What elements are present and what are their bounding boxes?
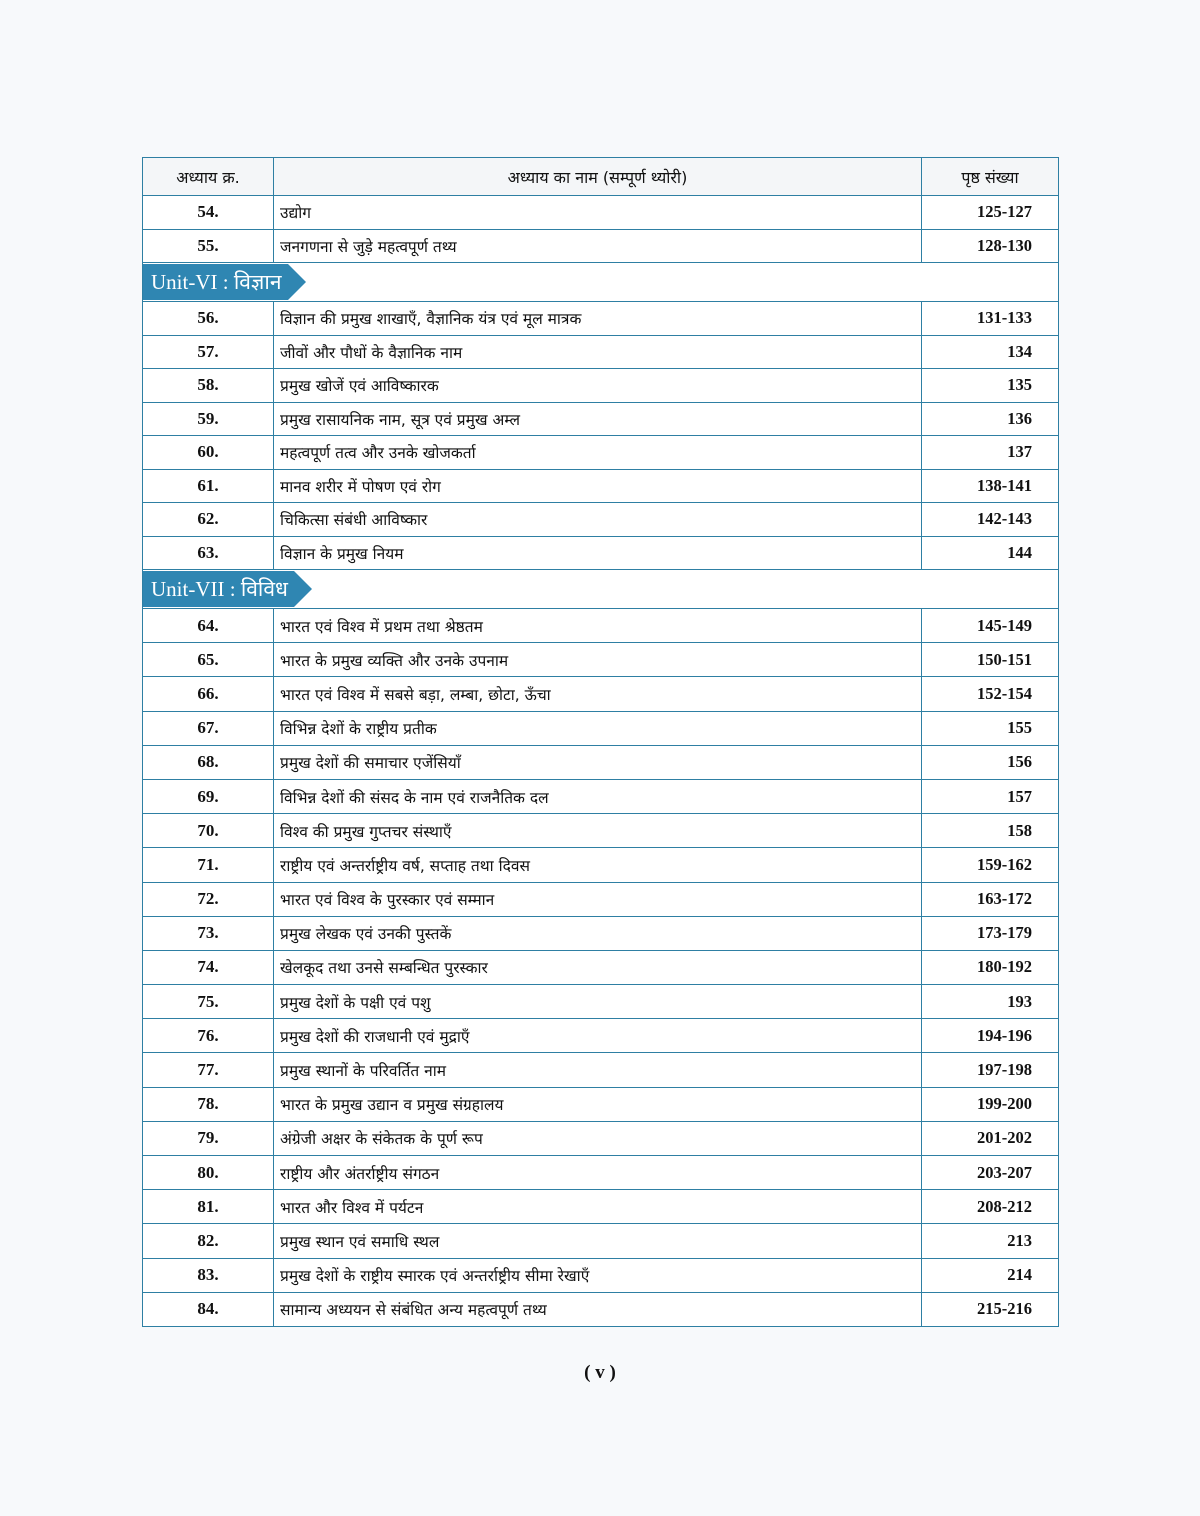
chapter-name: महत्वपूर्ण तत्व और उनके खोजकर्ता <box>274 436 922 470</box>
table-row <box>143 916 1059 950</box>
table-row <box>143 882 1059 916</box>
header-page-number: पृष्ठ संख्या <box>922 158 1059 196</box>
chapter-number: 71. <box>143 848 274 882</box>
page-range: 159-162 <box>922 848 1059 882</box>
table-row <box>143 643 1059 677</box>
unit-heading-cell <box>143 570 1059 609</box>
page-range: 134 <box>922 335 1059 369</box>
chapter-number: 69. <box>143 779 274 813</box>
chapter-name: विभिन्न देशों की संसद के नाम एवं राजनैतिक दल <box>274 779 922 813</box>
page-range: 150-151 <box>922 643 1059 677</box>
chapter-number: 61. <box>143 469 274 503</box>
table-row <box>143 536 1059 570</box>
table-row <box>143 711 1059 745</box>
table-row <box>143 1224 1059 1258</box>
table-row <box>143 1053 1059 1087</box>
table-row <box>143 609 1059 643</box>
chapter-name: अंग्रेजी अक्षर के संकेतक के पूर्ण रूप <box>274 1121 922 1155</box>
chapter-name: भारत एवं विश्व के पुरस्कार एवं सम्मान <box>274 882 922 916</box>
table-row <box>143 1258 1059 1292</box>
chapter-number: 64. <box>143 609 274 643</box>
chapter-name: प्रमुख देशों के पक्षी एवं पशु <box>274 985 922 1019</box>
table-body <box>143 196 1059 1327</box>
chapter-number: 57. <box>143 335 274 369</box>
chapter-number: 58. <box>143 369 274 403</box>
chapter-number: 83. <box>143 1258 274 1292</box>
table-row <box>143 503 1059 537</box>
chapter-name: प्रमुख स्थान एवं समाधि स्थल <box>274 1224 922 1258</box>
unit-heading-row <box>143 263 1059 302</box>
table-row <box>143 1087 1059 1121</box>
chapter-number: 74. <box>143 950 274 984</box>
table-row <box>143 436 1059 470</box>
page-range: 180-192 <box>922 950 1059 984</box>
table-row <box>143 745 1059 779</box>
table-row <box>143 196 1059 230</box>
chapter-number: 65. <box>143 643 274 677</box>
table-row <box>143 402 1059 436</box>
chapter-number: 55. <box>143 229 274 263</box>
table-row <box>143 1156 1059 1190</box>
chapter-number: 82. <box>143 1224 274 1258</box>
table-row <box>143 779 1059 813</box>
page-range: 213 <box>922 1224 1059 1258</box>
page-range: 137 <box>922 436 1059 470</box>
chapter-name: प्रमुख देशों की समाचार एजेंसियाँ <box>274 745 922 779</box>
contents-table <box>142 157 1059 1327</box>
chapter-name: प्रमुख लेखक एवं उनकी पुस्तकें <box>274 916 922 950</box>
table-row <box>143 814 1059 848</box>
chapter-number: 76. <box>143 1019 274 1053</box>
page-range: 145-149 <box>922 609 1059 643</box>
page-range: 135 <box>922 369 1059 403</box>
unit-heading: Unit-VI : विज्ञान <box>143 264 288 300</box>
chapter-number: 81. <box>143 1190 274 1224</box>
page-range: 163-172 <box>922 882 1059 916</box>
chapter-name: विश्व की प्रमुख गुप्तचर संस्थाएँ <box>274 814 922 848</box>
chapter-number: 56. <box>143 302 274 336</box>
page-range: 128-130 <box>922 229 1059 263</box>
chapter-name: भारत एवं विश्व में सबसे बड़ा, लम्बा, छोटा, ऊँचा <box>274 677 922 711</box>
chapter-name: विज्ञान की प्रमुख शाखाएँ, वैज्ञानिक यंत्र एवं मूल मात्रक <box>274 302 922 336</box>
chapter-number: 84. <box>143 1292 274 1326</box>
chapter-number: 59. <box>143 402 274 436</box>
header-chapter-number: अध्याय क्र. <box>143 158 274 196</box>
table-row <box>143 950 1059 984</box>
chapter-name: प्रमुख रासायनिक नाम, सूत्र एवं प्रमुख अम्ल <box>274 402 922 436</box>
table-row <box>143 1292 1059 1326</box>
page-range: 136 <box>922 402 1059 436</box>
table-row <box>143 229 1059 263</box>
chapter-name: भारत के प्रमुख उद्यान व प्रमुख संग्रहालय <box>274 1087 922 1121</box>
chapter-number: 72. <box>143 882 274 916</box>
chapter-name: खेलकूद तथा उनसे सम्बन्धित पुरस्कार <box>274 950 922 984</box>
chapter-name: प्रमुख खोजें एवं आविष्कारक <box>274 369 922 403</box>
unit-heading: Unit-VII : विविध <box>143 571 294 607</box>
chapter-name: प्रमुख देशों के राष्ट्रीय स्मारक एवं अन्तर्राष्ट्रीय सीमा रेखाएँ <box>274 1258 922 1292</box>
table-header <box>143 158 1059 196</box>
page-range: 194-196 <box>922 1019 1059 1053</box>
table-row <box>143 985 1059 1019</box>
unit-heading-row <box>143 570 1059 609</box>
page-range: 144 <box>922 536 1059 570</box>
page-range: 158 <box>922 814 1059 848</box>
page-range: 138-141 <box>922 469 1059 503</box>
chapter-number: 66. <box>143 677 274 711</box>
chapter-number: 70. <box>143 814 274 848</box>
chapter-name: विज्ञान के प्रमुख नियम <box>274 536 922 570</box>
table-row <box>143 335 1059 369</box>
chapter-number: 78. <box>143 1087 274 1121</box>
page-range: 203-207 <box>922 1156 1059 1190</box>
chapter-name: प्रमुख स्थानों के परिवर्तित नाम <box>274 1053 922 1087</box>
chapter-name: राष्ट्रीय और अंतर्राष्ट्रीय संगठन <box>274 1156 922 1190</box>
contents-page <box>142 157 1058 1327</box>
table-row <box>143 1190 1059 1224</box>
page-range: 142-143 <box>922 503 1059 537</box>
page-range: 152-154 <box>922 677 1059 711</box>
chapter-number: 79. <box>143 1121 274 1155</box>
page-range: 156 <box>922 745 1059 779</box>
page-range: 214 <box>922 1258 1059 1292</box>
page-range: 157 <box>922 779 1059 813</box>
page-range: 155 <box>922 711 1059 745</box>
page-range: 173-179 <box>922 916 1059 950</box>
chapter-name: जनगणना से जुड़े महत्वपूर्ण तथ्य <box>274 229 922 263</box>
chapter-name: जीवों और पौधों के वैज्ञानिक नाम <box>274 335 922 369</box>
chapter-number: 62. <box>143 503 274 537</box>
chapter-name: सामान्य अध्ययन से संबंधित अन्य महत्वपूर्ण तथ्य <box>274 1292 922 1326</box>
chapter-number: 75. <box>143 985 274 1019</box>
page-range: 199-200 <box>922 1087 1059 1121</box>
chapter-name: विभिन्न देशों के राष्ट्रीय प्रतीक <box>274 711 922 745</box>
chapter-name: उद्योग <box>274 196 922 230</box>
chapter-name: मानव शरीर में पोषण एवं रोग <box>274 469 922 503</box>
unit-heading-cell <box>143 263 1059 302</box>
page-range: 201-202 <box>922 1121 1059 1155</box>
chapter-number: 77. <box>143 1053 274 1087</box>
chapter-number: 60. <box>143 436 274 470</box>
chapter-name: प्रमुख देशों की राजधानी एवं मुद्राएँ <box>274 1019 922 1053</box>
page-range: 125-127 <box>922 196 1059 230</box>
table-row <box>143 302 1059 336</box>
table-row <box>143 1019 1059 1053</box>
page-range: 208-212 <box>922 1190 1059 1224</box>
table-row <box>143 469 1059 503</box>
chapter-name: भारत और विश्व में पर्यटन <box>274 1190 922 1224</box>
page-range: 197-198 <box>922 1053 1059 1087</box>
page-number-footer: ( v ) <box>584 1362 616 1383</box>
table-row <box>143 369 1059 403</box>
page-range: 215-216 <box>922 1292 1059 1326</box>
chapter-number: 63. <box>143 536 274 570</box>
chapter-number: 54. <box>143 196 274 230</box>
chapter-name: भारत एवं विश्व में प्रथम तथा श्रेष्ठतम <box>274 609 922 643</box>
chapter-number: 68. <box>143 745 274 779</box>
chapter-number: 67. <box>143 711 274 745</box>
table-row <box>143 1121 1059 1155</box>
chapter-name: राष्ट्रीय एवं अन्तर्राष्ट्रीय वर्ष, सप्ताह तथा दिवस <box>274 848 922 882</box>
chapter-name: चिकित्सा संबंधी आविष्कार <box>274 503 922 537</box>
table-row <box>143 677 1059 711</box>
page-range: 193 <box>922 985 1059 1019</box>
header-chapter-name: अध्याय का नाम (सम्पूर्ण थ्योरी) <box>274 158 922 196</box>
chapter-number: 73. <box>143 916 274 950</box>
chapter-name: भारत के प्रमुख व्यक्ति और उनके उपनाम <box>274 643 922 677</box>
page-range: 131-133 <box>922 302 1059 336</box>
table-row <box>143 848 1059 882</box>
chapter-number: 80. <box>143 1156 274 1190</box>
